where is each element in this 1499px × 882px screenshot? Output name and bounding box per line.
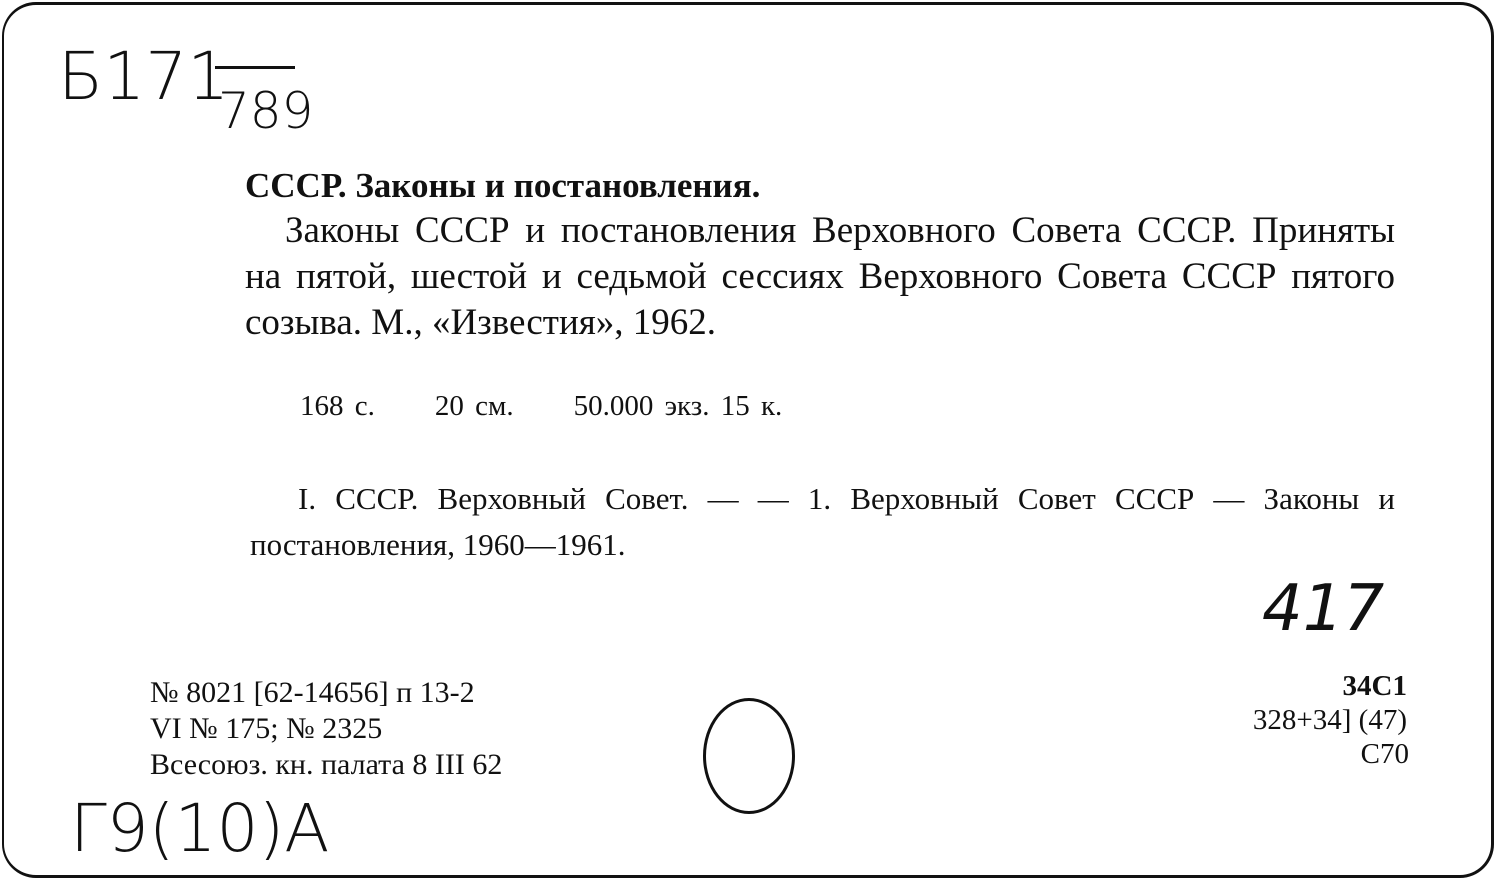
classification-1: 34С1 — [1342, 670, 1407, 702]
pages: 168 с. — [300, 390, 375, 422]
handwritten-classification: Г9(10)А — [70, 790, 330, 867]
description-text: Законы СССР и постановления Верховного Совета СССР. Приняты на пятой, шестой и седьмой сессиях Верховного Совета СССР пятого созыва. М., «Известия», 1962. — [245, 210, 1395, 343]
imprint-line-2: VI № 175; № 2325 — [150, 712, 383, 745]
card-heading: СССР. Законы и постановления. — [245, 166, 761, 205]
imprint-line-1: № 8021 [62-14656] п 13-2 — [150, 676, 475, 709]
classification-3: С70 — [1360, 738, 1409, 770]
shelfmark-divider — [215, 66, 295, 69]
handwritten-shelfmark: Б171 — [58, 38, 230, 115]
size: 20 см. — [434, 390, 514, 422]
handwritten-number: 417 — [1262, 572, 1385, 646]
classification-2: 328+34] (47) — [1252, 704, 1407, 736]
card-description — [245, 208, 1395, 346]
print-run-price: 50.000 экз. 15 к. — [573, 390, 783, 422]
physical-description — [300, 390, 842, 423]
imprint-line-3: Всесоюз. кн. палата 8 III 62 — [150, 748, 503, 781]
handwritten-shelfmark-sub: 789 — [218, 82, 314, 140]
tracings: I. СССР. Верховный Совет. — — 1. Верховный Совет СССР — Законы и постановления, 1960—1961. — [250, 481, 1395, 562]
punch-hole — [703, 698, 795, 814]
